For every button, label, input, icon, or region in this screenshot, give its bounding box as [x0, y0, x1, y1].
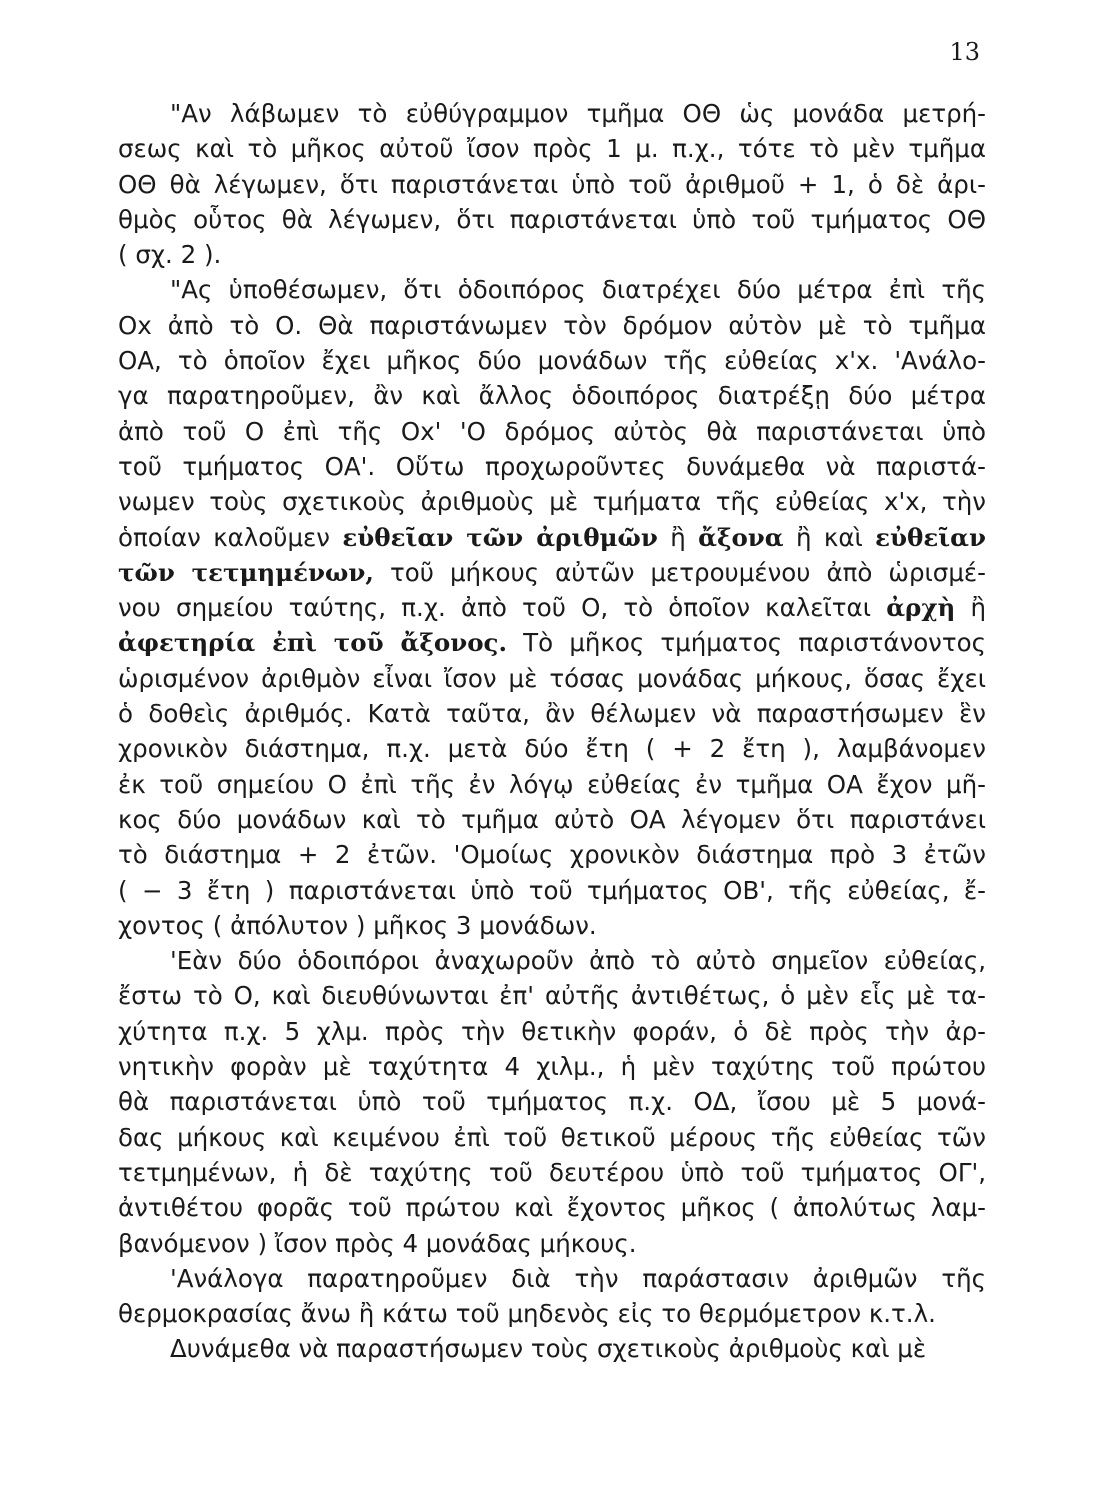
text-segment: θὰ παριστάνεται ὑπὸ τοῦ τμήματος π.χ. ΟΔ, ἴσου μὲ 5 μονά- — [118, 1087, 986, 1117]
bold-term: ἀρχὴ — [886, 593, 956, 623]
text-line — [118, 237, 986, 272]
text-segment: ἀντιθέτου φορᾶς τοῦ πρώτου καὶ ἔχοντος μῆκος ( ἀπολύτως λαμ- — [118, 1193, 986, 1223]
text-line — [118, 96, 986, 131]
text-segment: χύτητα π.χ. 5 χλμ. πρὸς τὴν θετικὴν φοράν, ὁ δὲ πρὸς τὴν ἀρ- — [118, 1016, 986, 1046]
text-line — [118, 873, 986, 908]
text-segment: Οx ἀπὸ τὸ Ο. Θὰ παριστάνωμεν τὸν δρόμον αὐτὸν μὲ τὸ τμῆμα — [118, 310, 986, 340]
text-line — [118, 378, 986, 413]
text-line — [118, 449, 986, 484]
text-line — [118, 908, 986, 943]
text-line — [118, 978, 986, 1013]
text-line — [118, 1261, 986, 1296]
text-line — [118, 1120, 986, 1155]
text-segment: "Ας ὑποθέσωμεν, ὅτι ὁδοιπόρος διατρέχει δύο μέτρα ἐπὶ τῆς — [170, 275, 986, 305]
text-segment: τετμημένων, ἡ δὲ ταχύτης τοῦ δευτέρου ὑπὸ τοῦ τμήματος ΟΓ', — [118, 1157, 986, 1187]
bold-term: ἄξονα — [698, 522, 784, 552]
text-line — [118, 590, 986, 625]
bold-term: τῶν τετμημένων, — [118, 557, 374, 587]
text-segment: ΟΘ θὰ λέγωμεν, ὅτι παριστάνεται ὑπὸ τοῦ ἀριθμοῦ + 1, ὁ δὲ ἀρι- — [118, 169, 986, 199]
text-line — [118, 520, 986, 555]
text-segment: χρονικὸν διάστημα, π.χ. μετὰ δύο ἔτη ( + 2 ἔτη ), λαμβάνομεν — [118, 734, 986, 764]
text-line — [118, 484, 986, 519]
bold-term: εὐθεῖαν τῶν ἀριθμῶν — [342, 522, 658, 552]
text-segment: 'Εὰν δύο ὁδοιπόροι ἀναχωροῦν ἀπὸ τὸ αὐτὸ σημεῖον εὐθείας, — [170, 946, 986, 976]
text-line — [118, 202, 986, 237]
text-line — [118, 1049, 986, 1084]
text-line — [118, 1296, 986, 1331]
text-line — [118, 661, 986, 696]
text-line — [118, 1014, 986, 1049]
text-segment: ΟΑ, τὸ ὁποῖον ἔχει μῆκος δύο μονάδων τῆς εὐθείας x'x. 'Ανάλο- — [118, 346, 986, 376]
bold-term: ἀφετηρία ἐπὶ τοῦ ἄξονος. — [118, 628, 507, 658]
text-segment: ( − 3 ἔτη ) παριστάνεται ὑπὸ τοῦ τμήματος ΟΒ', τῆς εὐθείας, ἔ- — [118, 875, 986, 905]
text-segment: ἀπὸ τοῦ Ο ἐπὶ τῆς Οx' 'Ο δρόμος αὐτὸς θὰ παριστάνεται ὑπὸ — [118, 416, 986, 446]
text-segment: ὡρισμένον ἀριθμὸν εἶναι ἴσον μὲ τόσας μονάδας μήκους, ὅσας ἔχει — [118, 663, 986, 693]
text-line — [118, 1226, 986, 1261]
text-segment: ὁποίαν καλοῦμεν — [118, 522, 343, 552]
text-segment: Τὸ μῆκος τμήματος παριστάνοντος — [507, 628, 986, 658]
text-line — [118, 272, 986, 307]
text-line — [118, 802, 986, 837]
text-segment: δας μήκους καὶ κειμένου ἐπὶ τοῦ θετικοῦ μέρους τῆς εὐθείας τῶν — [118, 1122, 986, 1152]
text-line — [118, 1190, 986, 1225]
text-segment: ὁ δοθεὶς ἀριθμός. Κατὰ ταῦτα, ἂν θέλωμεν νὰ παραστήσωμεν ἓν — [118, 699, 986, 729]
text-line — [118, 414, 986, 449]
text-line — [118, 131, 986, 166]
text-segment: θμὸς οὗτος θὰ λέγωμεν, ὅτι παριστάνεται ὑπὸ τοῦ τμήματος ΟΘ — [118, 204, 986, 234]
text-segment: νωμεν τοὺς σχετικοὺς ἀριθμοὺς μὲ τμήματα τῆς εὐθείας x'x, τὴν — [118, 487, 986, 517]
text-line — [118, 555, 986, 590]
bold-term: εὐθεῖαν — [875, 522, 986, 552]
text-line — [118, 767, 986, 802]
text-segment: Δυνάμεθα νὰ παραστήσωμεν τοὺς σχετικοὺς ἀριθμοὺς καὶ μὲ — [170, 1334, 927, 1364]
text-segment: θερμοκρασίας ἄνω ἢ κάτω τοῦ μηδενὸς εἰς το θερμόμετρον κ.τ.λ. — [118, 1299, 936, 1329]
text-segment: βανόμενον ) ἴσον πρὸς 4 μονάδας μήκους. — [118, 1228, 637, 1258]
text-segment: ἢ — [657, 522, 699, 552]
text-line — [118, 1084, 986, 1119]
text-line — [118, 308, 986, 343]
text-line — [118, 1155, 986, 1190]
text-line — [118, 625, 986, 660]
text-segment: τοῦ μήκους αὐτῶν μετρουμένου ἀπὸ ὡρισμέ- — [373, 557, 986, 587]
text-segment: ἔστω τὸ Ο, καὶ διευθύνωνται ἐπ' αὐτῆς ἀντιθέτως, ὁ μὲν εἷς μὲ τα- — [118, 981, 986, 1011]
text-segment: νητικὴν φορὰν μὲ ταχύτητα 4 χιλμ., ἡ μὲν ταχύτης τοῦ πρώτου — [118, 1052, 986, 1082]
text-segment: τοῦ τμήματος ΟΑ'. Οὕτω προχωροῦντες δυνάμεθα νὰ παριστά- — [118, 451, 986, 481]
text-segment: "Αν λάβωμεν τὸ εὐθύγραμμον τμῆμα ΟΘ ὡς μονάδα μετρή- — [170, 99, 986, 128]
text-body — [118, 96, 986, 1367]
text-line — [118, 343, 986, 378]
text-line — [118, 943, 986, 978]
text-segment: κος δύο μονάδων καὶ τὸ τμῆμα αὐτὸ ΟΑ λέγομεν ὅτι παριστάνει — [118, 804, 986, 834]
text-segment: 'Ανάλογα παρατηροῦμεν διὰ τὴν παράστασιν ἀριθμῶν τῆς — [170, 1263, 986, 1293]
text-segment: ( σχ. 2 ). — [118, 240, 222, 270]
text-segment: γα παρατηροῦμεν, ἂν καὶ ἄλλος ὁδοιπόρος διατρέξῃ δύο μέτρα — [118, 381, 986, 411]
text-segment: ἢ — [955, 593, 986, 623]
text-segment: ἐκ τοῦ σημείου Ο ἐπὶ τῆς ἐν λόγῳ εὐθείας ἐν τμῆμα ΟΑ ἔχον μῆ- — [118, 769, 986, 799]
text-line — [118, 731, 986, 766]
text-segment: χοντος ( ἀπόλυτον ) μῆκος 3 μονάδων. — [118, 910, 597, 940]
page-number: 13 — [949, 38, 980, 66]
text-line — [118, 1331, 986, 1366]
text-line — [118, 167, 986, 202]
text-segment: νου σημείου ταύτης, π.χ. ἀπὸ τοῦ Ο, τὸ ὁποῖον καλεῖται — [118, 593, 887, 623]
text-line — [118, 696, 986, 731]
text-segment: τὸ διάστημα + 2 ἐτῶν. 'Ομοίως χρονικὸν διάστημα πρὸ 3 ἐτῶν — [118, 840, 986, 870]
text-line — [118, 837, 986, 872]
text-segment: σεως καὶ τὸ μῆκος αὐτοῦ ἴσον πρὸς 1 μ. π.χ., τότε τὸ μὲν τμῆμα — [118, 134, 986, 164]
text-segment: ἢ καὶ — [783, 522, 876, 552]
